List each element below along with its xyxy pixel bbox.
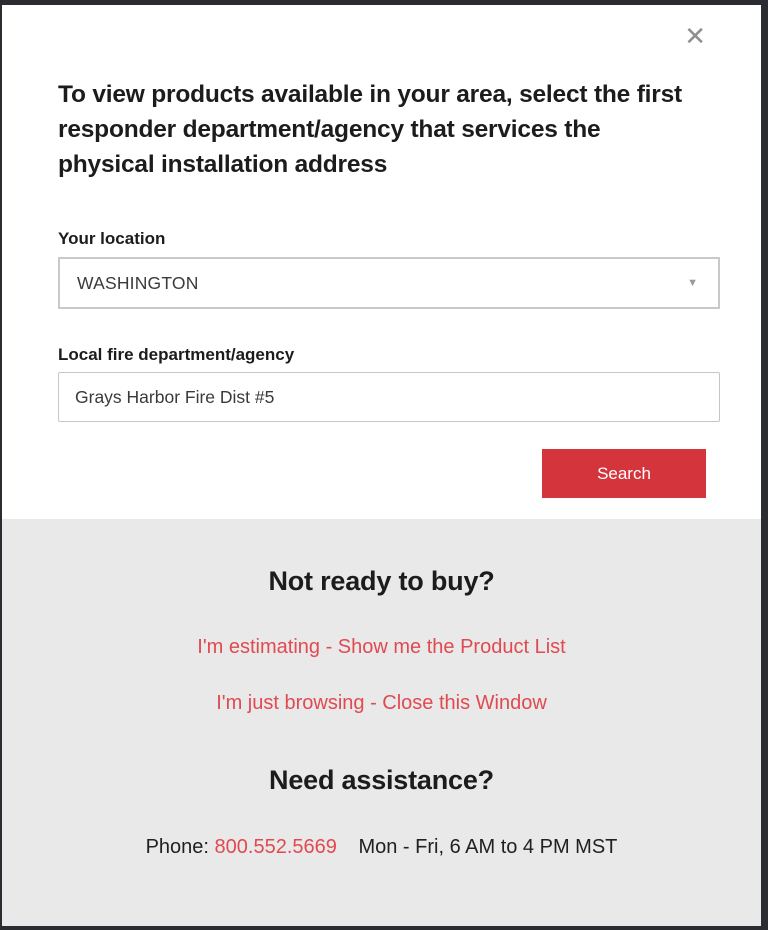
close-icon[interactable]: ✕ [684, 21, 706, 51]
location-label: Your location [58, 229, 166, 248]
location-selected-value: WASHINGTON [77, 272, 199, 293]
phone-label: Phone: [145, 836, 209, 858]
search-button[interactable]: Search [542, 449, 706, 498]
browsing-close-window-link[interactable]: I'm just browsing - Close this Window [216, 692, 547, 714]
support-hours: Mon - Fri, 6 AM to 4 PM MST [358, 836, 618, 858]
chevron-down-icon: ▼ [687, 276, 698, 289]
modal-heading: To view products available in your area, select the first responder department/agency that services the physical installation address [58, 81, 682, 178]
not-ready-heading: Not ready to buy? [268, 566, 495, 596]
location-selection-modal [2, 5, 761, 926]
form-section [2, 5, 761, 519]
phone-number-link[interactable]: 800.552.5669 [214, 836, 337, 858]
department-label: Local fire department/agency [58, 345, 295, 364]
footer-section [2, 519, 761, 926]
assistance-heading: Need assistance? [269, 765, 494, 795]
phone-line [2, 836, 761, 859]
button-row [58, 449, 720, 498]
department-input[interactable] [58, 372, 720, 422]
location-select[interactable] [58, 257, 720, 309]
estimating-product-list-link[interactable]: I'm estimating - Show me the Product List [197, 636, 566, 658]
